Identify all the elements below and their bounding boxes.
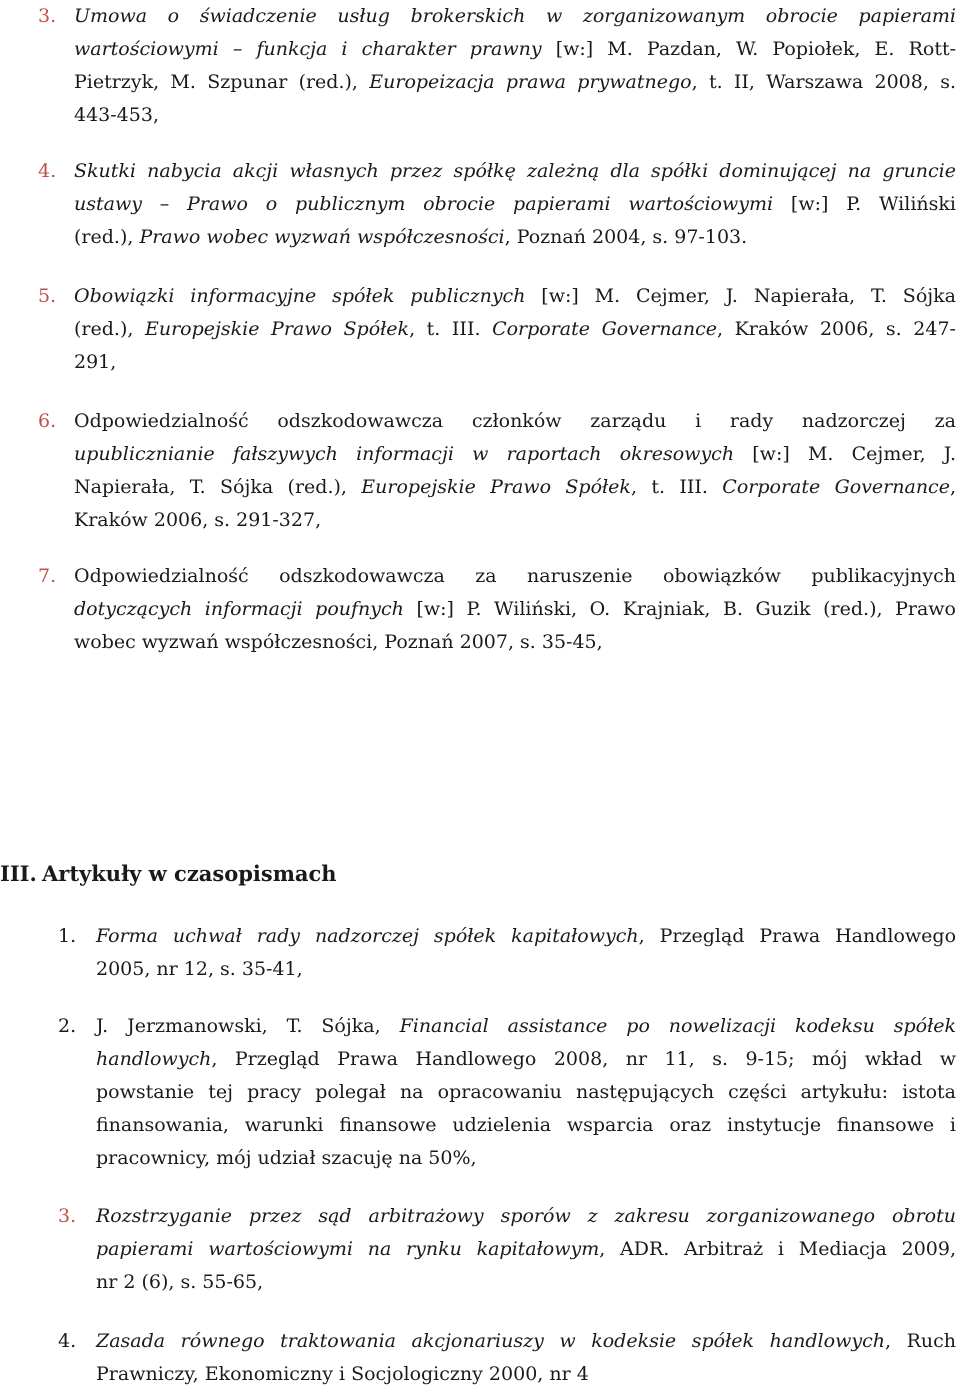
text-line (74, 0, 956, 33)
list-item-number: 4. (58, 1330, 77, 1352)
italic-title: Zasada równego traktowania akcjonariuszy w kodeksie spółek handlowych (96, 1330, 885, 1352)
italic-title: Europejskie Prawo Spółek (361, 476, 631, 498)
plain-text: [w:] P. Wiliński, O. Krajniak, B. Guzik (red.), Prawo (403, 598, 956, 620)
plain-text: nr 2 (6), s. 55-65, (96, 1271, 264, 1293)
plain-text: 443-453, (74, 104, 159, 126)
plain-text: Kraków 2006, s. 291-327, (74, 509, 322, 531)
plain-text: 2005, nr 12, s. 35-41, (96, 958, 303, 980)
text-line (74, 66, 956, 99)
text-line (96, 1109, 956, 1142)
italic-title: Rozstrzyganie przez sąd arbitrażowy sporów z zakresu zorganizowanego obrotu (96, 1205, 956, 1227)
plain-text: J. Jerzmanowski, T. Sójka, (96, 1015, 400, 1037)
list-item-number: 6. (38, 410, 57, 432)
plain-text: , Przegląd Prawa Handlowego (638, 925, 957, 947)
plain-text: pracownicy, mój udział szacuję na 50%, (96, 1147, 477, 1169)
italic-title: ustawy – Prawo o publicznym obrocie papierami wartościowymi (74, 193, 774, 215)
text-line (74, 221, 956, 254)
italic-title: Skutki nabycia akcji własnych przez spółkę zależną dla spółki dominującej na gruncie (74, 160, 956, 182)
text-line (74, 155, 956, 188)
list-item-text (96, 920, 956, 986)
list-item-text (74, 280, 956, 379)
text-line (74, 280, 956, 313)
italic-title: Umowa o świadczenie usług brokerskich w zorganizowanym obrocie papierami (74, 5, 956, 27)
text-line (96, 953, 956, 986)
plain-text: Napierała, T. Sójka (red.), (74, 476, 362, 498)
text-line (74, 593, 956, 626)
plain-text: powstanie tej pracy polegał na opracowaniu następujących części artykułu: istota (96, 1081, 956, 1103)
plain-text: , Przegląd Prawa Handlowego 2008, nr 11, s. 9-15; mój wkład w (211, 1048, 956, 1070)
text-line (74, 313, 956, 346)
plain-text: , (949, 476, 956, 498)
text-line (96, 1076, 956, 1109)
italic-title: Obowiązki informacyjne spółek publicznych (74, 285, 526, 307)
text-line (96, 1233, 956, 1266)
plain-text: , Ruch (884, 1330, 956, 1352)
plain-text: Odpowiedzialność odszkodowawcza za naruszenie obowiązków publikacyjnych (74, 565, 956, 587)
italic-title: dotyczących informacji poufnych (74, 598, 404, 620)
text-line (74, 346, 956, 379)
text-line (96, 1358, 956, 1391)
list-item-number: 7. (38, 565, 57, 587)
italic-title: Forma uchwał rady nadzorczej spółek kapitałowych (96, 925, 639, 947)
text-line (96, 1043, 956, 1076)
plain-text: finansowania, warunki finansowe udzielenia wsparcia oraz instytucje finansowe i (96, 1114, 956, 1136)
text-line (96, 1142, 956, 1175)
plain-text: (red.), (74, 226, 140, 248)
text-line (74, 504, 956, 537)
list-item-text (74, 560, 956, 659)
text-line (96, 1266, 956, 1299)
text-line (96, 1010, 956, 1043)
italic-title: Financial assistance po nowelizacji kodeksu spółek (399, 1015, 957, 1037)
plain-text: , t. III. (630, 476, 723, 498)
list-item-text (96, 1200, 956, 1299)
text-line (74, 99, 956, 132)
list-item-number: 2. (58, 1015, 77, 1037)
italic-title: wartościowymi – funkcja i charakter prawny (74, 38, 542, 60)
plain-text: [w:] M. Cejmer, J. Napierała, T. Sójka (525, 285, 956, 307)
list-item-text (96, 1010, 956, 1175)
plain-text: , Poznań 2004, s. 97-103. (504, 226, 748, 248)
text-line (74, 471, 956, 504)
plain-text: wobec wyzwań współczesności, Poznań 2007, s. 35-45, (74, 631, 603, 653)
italic-title: Europejskie Prawo Spółek (144, 318, 410, 340)
plain-text: Prawniczy, Ekonomiczny i Socjologiczny 2000, nr 4 (96, 1363, 589, 1385)
section-heading-title: Artykuły w czasopismach (42, 861, 337, 886)
plain-text: , ADR. Arbitraż i Mediacja 2009, (599, 1238, 956, 1260)
text-line (96, 920, 956, 953)
italic-title: Europeizacja prawa prywatnego (369, 71, 692, 93)
italic-title: Corporate Governance (722, 476, 950, 498)
text-line (96, 1325, 956, 1358)
italic-title: Corporate Governance (492, 318, 717, 340)
plain-text: , t. II, Warszawa 2008, s. (691, 71, 956, 93)
list-item-number: 3. (38, 5, 57, 27)
list-item-text (74, 0, 956, 132)
italic-title: upublicznianie fałszywych informacji w raportach okresowych (74, 443, 735, 465)
plain-text: , t. III. (409, 318, 493, 340)
text-line (74, 626, 956, 659)
plain-text: [w:] P. Wiliński (773, 193, 956, 215)
plain-text: 291, (74, 351, 117, 373)
text-line (74, 438, 956, 471)
plain-text: Odpowiedzialność odszkodowawcza członków zarządu i rady nadzorczej za (74, 410, 956, 432)
list-item-text (74, 405, 956, 537)
text-line (74, 188, 956, 221)
plain-text: Pietrzyk, M. Szpunar (red.), (74, 71, 370, 93)
plain-text: , Kraków 2006, s. 247- (716, 318, 956, 340)
section-heading-number: III. (0, 861, 37, 886)
text-line (74, 560, 956, 593)
list-item-number: 5. (38, 285, 57, 307)
plain-text: [w:] M. Cejmer, J. (734, 443, 956, 465)
plain-text: (red.), (74, 318, 145, 340)
list-item-number: 4. (38, 160, 57, 182)
italic-title: Prawo wobec wyzwań współczesności (139, 226, 505, 248)
plain-text: [w:] M. Pazdan, W. Popiołek, E. Rott- (541, 38, 957, 60)
list-item-number: 1. (58, 925, 77, 947)
list-item-text (74, 155, 956, 254)
text-line (74, 33, 956, 66)
text-line (74, 405, 956, 438)
italic-title: papierami wartościowymi na rynku kapitałowym (96, 1238, 600, 1260)
list-item-text (96, 1325, 956, 1391)
text-line (96, 1200, 956, 1233)
list-item-number: 3. (58, 1205, 77, 1227)
italic-title: handlowych (96, 1048, 212, 1070)
